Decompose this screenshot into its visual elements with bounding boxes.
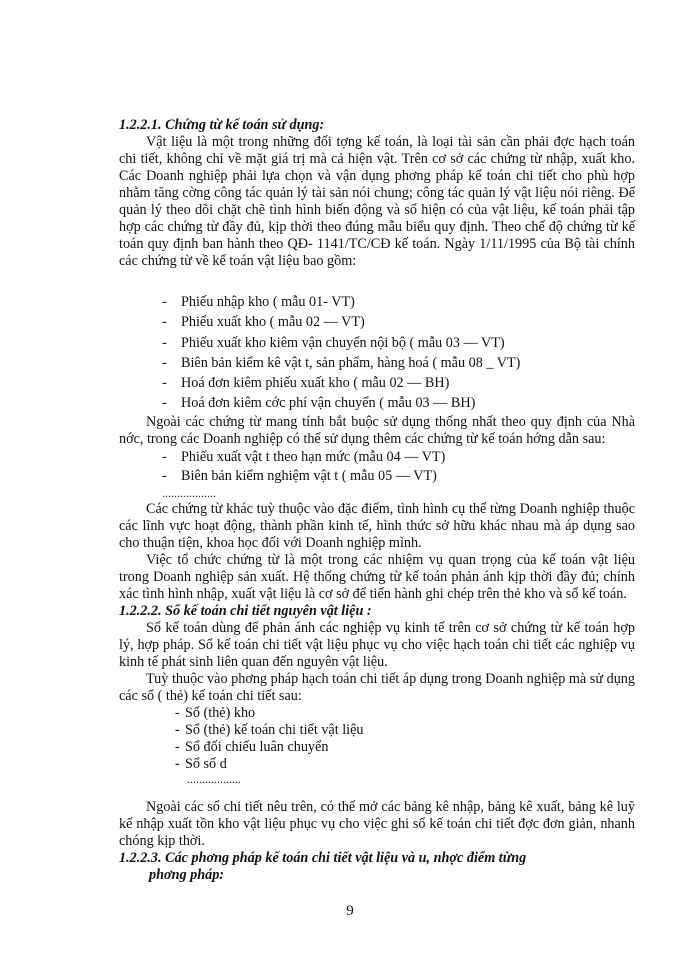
list-dash: - [162, 334, 167, 351]
list-dash: - [162, 354, 167, 371]
guidance-intro-paragraph: Ngoài các chứng từ mang tính bắt buộc sử dụng thống nhất theo quy định của Nhà nớc, trong các Doanh nghiệp có thể sử dụng thêm các chứng từ kế toán hớng dẫn sau: [119, 413, 635, 447]
list-item: - Biên bản kiểm kê vật t, sản phẩm, hàng hoá ( mẫu 08 _ VT) [119, 353, 635, 373]
other-documents-paragraph: Các chứng từ khác tuỳ thuộc vào đặc điểm, tình hình cụ thể từng Doanh nghiệp thuộc các lĩnh vực hoạt động, thành phần kinh tế, hình thức sở hữu khác nhau mà áp dụng sao cho thuận tiện, khoa học đối với Doanh nghiệp mình. [119, 500, 635, 551]
list-dash: - [162, 395, 167, 412]
list-dash: - [175, 755, 180, 772]
list-item: - Phiếu nhập kho ( mẫu 01- VT) [119, 292, 635, 312]
list-dash: - [162, 467, 167, 484]
section-heading-1223: 1.2.2.3. Các phơng pháp kế toán chi tiết vật liệu và u, nhợc điểm từng [119, 849, 527, 866]
list-dash: - [175, 738, 180, 755]
ledger-paragraph-1: Sổ kế toán dùng để phản ánh các nghiệp vụ kinh tế trên cơ sở chứng từ kế toán hợp lý, hợp pháp. Sổ kế toán chi tiết vật liệu phục vụ cho việc hạch toán chi tiết các nghiệp vụ kinh tế phát sinh liên quan đến nguyên vật liệu. [119, 619, 635, 670]
list-dash: - [162, 375, 167, 392]
ledger-paragraph-2: Tuỳ thuộc vào phơng pháp hạch toán chi tiết áp dụng trong Doanh nghiệp mà sử dụng các sổ ( thẻ) kế toán chi tiết sau: [119, 670, 635, 704]
ellipsis-dots: .................. [162, 485, 216, 500]
list-item: - Sổ (thẻ) kế toán chi tiết vật liệu [175, 721, 364, 738]
organization-paragraph: Việc tổ chức chứng từ là một trong các nhiệm vụ quan trọng của kế toán vật liệu trong Doanh nghiệp sản xuất. Hệ thống chứng từ kế toán phản ánh kịp thời đầy đủ; chính xác tình hình nhập, xuất vật liệu là cơ sở để tiến hành ghi chép trên thẻ kho và sổ kế toán. [119, 551, 635, 602]
section-heading-1221: 1.2.2.1. Chứng từ kế toán sử dụng: [119, 117, 325, 133]
ledger-paragraph-3: Ngoài các sổ chi tiết nêu trên, có thể mở các bảng kê nhập, bảng kê xuất, bảng kê luỹ kế nhập xuất tồn kho vật liệu phục vụ cho việc ghi sổ kế toán chi tiết đợc đơn giản, nhanh chóng kịp thời. [119, 798, 635, 849]
list-dash: - [175, 721, 180, 738]
list-dash: - [162, 314, 167, 331]
list-item: - Sổ số d [175, 755, 227, 772]
list-dash: - [175, 704, 180, 721]
list-item: - Sổ đối chiếu luân chuyển [175, 738, 329, 755]
page-content [119, 117, 635, 884]
list-item: - Phiếu xuất kho kiêm vận chuyển nội bộ ( mẫu 03 — VT) [119, 333, 635, 353]
page-number: 9 [346, 903, 354, 919]
ellipsis-dots: .................. [187, 771, 241, 786]
list-item: - Biên bản kiểm nghiệm vật t ( mẫu 05 — VT) [162, 467, 437, 484]
list-item: - Hoá đơn kiêm cớc phí vận chuyển ( mẫu 03 — BH) [119, 393, 635, 413]
section-heading-1223-continued: phơng pháp: [149, 866, 225, 883]
list-item: - Phiếu xuất kho ( mẫu 02 — VT) [119, 312, 635, 332]
ledgers-list [119, 705, 635, 773]
list-dash: - [162, 448, 167, 465]
list-dash: - [162, 294, 167, 310]
list-item: - Sổ (thẻ) kho [175, 704, 256, 721]
mandatory-documents-list [119, 292, 635, 414]
guidance-documents-list [119, 448, 635, 486]
list-item: - Phiếu xuất vật t theo hạn mức (mẫu 04 — VT) [162, 448, 446, 465]
intro-paragraph: Vật liệu là một trong những đối tợng kế toán, là loại tài sản cần phải đợc hạch toán chi tiết, không chỉ về mặt giá trị mà cả hiện vật. Trên cơ sở các chứng từ nhập, xuất kho. Các Doanh nghiệp phải lựa chọn và vận dụng phơng pháp kế toán chi tiết cho phù hợp nhằm tăng cờng công tác quản lý tài sản nói chung; công tác quản lý vật liệu nói riêng. Để quản lý theo dõi chặt chẽ tình hình biến động và số hiện có của vật liệu, kế toán phải tập hợp các chứng từ đầy đủ, kịp thời theo đúng mẫu biểu quy định. Theo chế độ chứng từ kế toán quy định ban hành theo QĐ- 1141/TC/CĐ kế toán. Ngày 1/11/1995 của Bộ tài chính các chứng từ về kế toán vật liệu bao gồm: [119, 134, 635, 269]
section-heading-1222: 1.2.2.2. Sổ kế toán chi tiết nguyên vật liệu : [119, 602, 372, 619]
list-item: - Hoá đơn kiêm phiếu xuất kho ( mẫu 02 — BH) [119, 373, 635, 393]
